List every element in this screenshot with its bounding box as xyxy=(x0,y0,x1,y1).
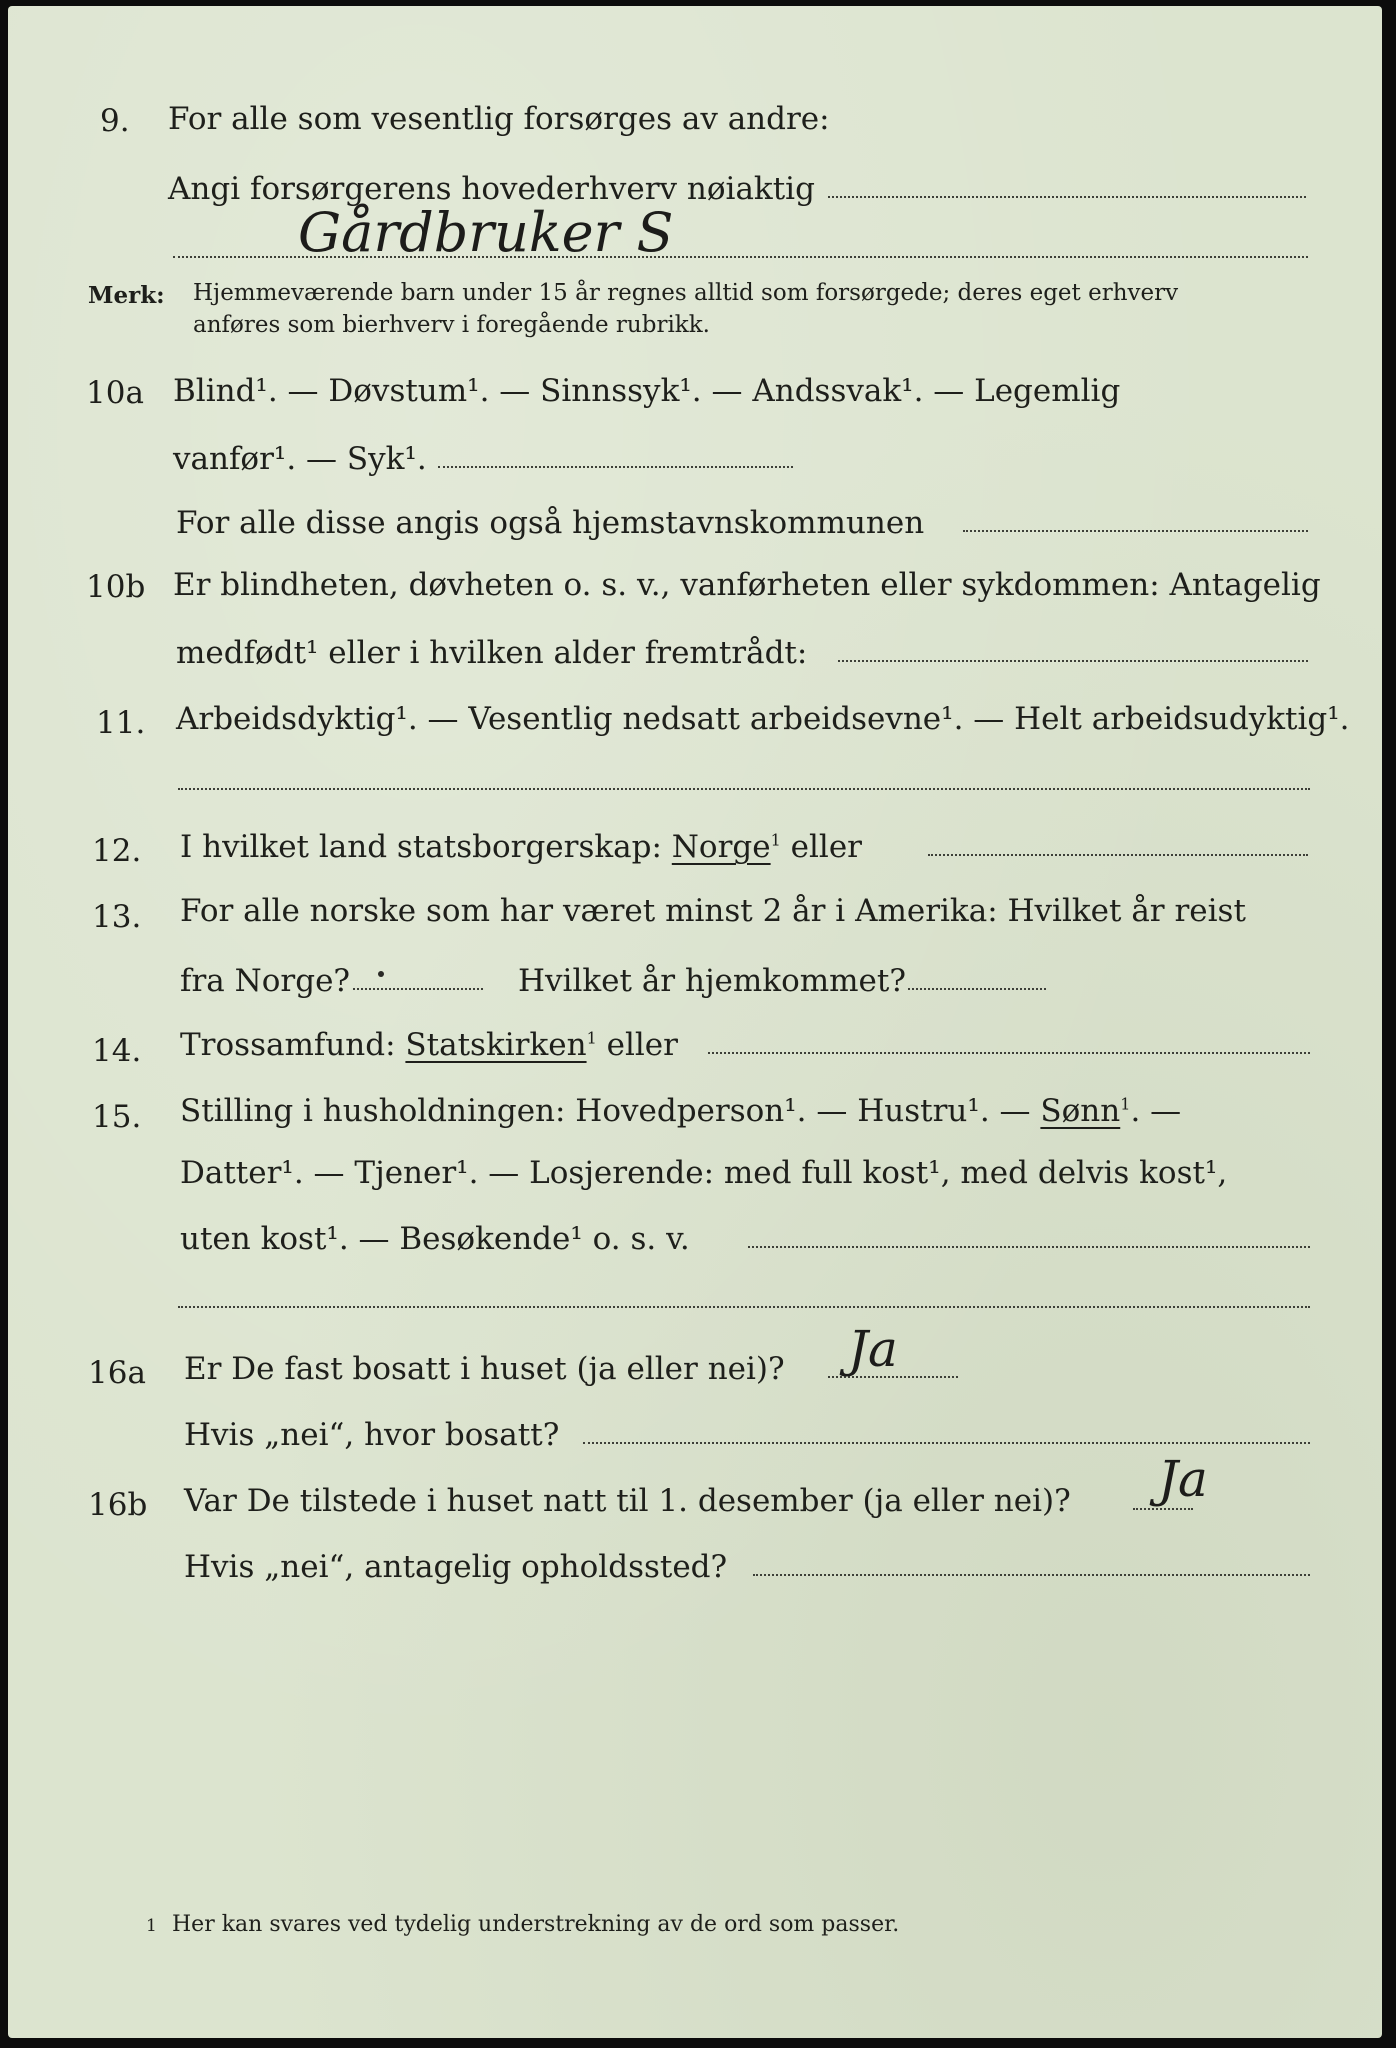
item-14-footnote-ref: 1 xyxy=(586,1028,597,1048)
item-10a-line-3: For alle disse angis også hjemstavnskommunen xyxy=(176,505,925,541)
item-12-footnote-ref: 1 xyxy=(770,830,781,850)
ink-dot xyxy=(378,971,384,977)
item-16b-fill xyxy=(1133,1508,1193,1510)
item-16a-question: Er De fast bosatt i huset (ja eller nei)? xyxy=(184,1351,785,1387)
item-15-line-2: Datter¹. — Tjener¹. — Losjerende: med full kost¹, med delvis kost¹, xyxy=(180,1155,1228,1191)
item-13-emigrated-fill xyxy=(353,988,483,990)
item-10b-fill xyxy=(838,660,1308,662)
item-15-line-1 xyxy=(180,1093,1182,1129)
item-13-line-1: For alle norske som har været minst 2 år i Amerika: Hvilket år reist xyxy=(180,893,1246,929)
census-form-page xyxy=(8,6,1382,2038)
item-number-16b: 16b xyxy=(88,1487,148,1523)
note-line-1: Hjemmeværende barn under 15 år regnes alltid som forsørgede; deres eget erhverv xyxy=(193,280,1179,306)
item-16b-question: Var De tilstede i huset natt til 1. desember (ja eller nei)? xyxy=(184,1483,1071,1519)
item-number-12: 12. xyxy=(92,833,142,869)
item-12-answer-underlined: Norge xyxy=(671,829,771,865)
item-number-14: 14. xyxy=(92,1033,142,1069)
item-13-returned-fill xyxy=(908,988,1046,990)
item-11-fill xyxy=(178,788,1310,790)
item-14-fill xyxy=(708,1052,1310,1054)
item-13-returned-label: Hvilket år hjemkommet? xyxy=(518,963,906,999)
item-number-11: 11. xyxy=(96,705,146,741)
item-11-line-1: Arbeidsdyktig¹. — Vesentlig nedsatt arbeidsevne¹. — Helt arbeidsudyktig¹. xyxy=(176,701,1350,737)
provider-occupation-line xyxy=(828,196,1306,198)
item-15-answer-underlined: Sønn xyxy=(1040,1093,1121,1129)
provider-occupation-label: Angi forsørgerens hovederhverv nøiaktig xyxy=(168,171,815,207)
item-16a-where-fill xyxy=(583,1442,1310,1444)
item-number-10a: 10a xyxy=(86,375,144,411)
item-number-15: 15. xyxy=(92,1099,142,1135)
item-12-or: eller xyxy=(790,829,862,865)
item-16b-answer: Ja xyxy=(1158,1450,1208,1508)
item-12-question xyxy=(180,829,862,865)
note-label: Merk: xyxy=(88,282,165,309)
item-10a-line-2: vanfør¹. — Syk¹. xyxy=(173,441,427,477)
provider-occupation-line-2 xyxy=(173,256,1308,258)
item-number-16a: 16a xyxy=(88,1355,146,1391)
item-13-emigrated-label: fra Norge? xyxy=(180,963,351,999)
item-15-line-1-pre: Stilling i husholdningen: Hovedperson¹. — Hustru¹. — xyxy=(180,1093,1031,1129)
item-12-fill xyxy=(928,854,1308,856)
item-14-question xyxy=(180,1027,678,1063)
note-line-2: anføres som bierhverv i foregående rubrikk. xyxy=(193,312,710,338)
item-10b-line-1: Er blindheten, døvheten o. s. v., vanførheten eller sykdommen: Antagelig xyxy=(173,567,1321,603)
item-number-9: 9. xyxy=(100,103,130,139)
item-14-or: eller xyxy=(606,1027,678,1063)
item-12-label: I hvilket land statsborgerskap: xyxy=(180,829,662,865)
item-10b-line-2: medfødt¹ eller i hvilken alder fremtrådt: xyxy=(176,635,808,671)
item-number-13: 13. xyxy=(92,899,142,935)
footnote-text: Her kan svares ved tydelig understrekning av de ord som passer. xyxy=(172,1912,900,1937)
footnote-mark: 1 xyxy=(146,1916,157,1936)
item-14-label: Trossamfund: xyxy=(180,1027,396,1063)
item-9-question: For alle som vesentlig forsørges av andre: xyxy=(168,101,830,137)
item-16a-where-label: Hvis „nei“, hvor bosatt? xyxy=(184,1417,560,1453)
item-15-line-1-post: . — xyxy=(1130,1093,1182,1129)
item-10a-line-3-fill xyxy=(963,530,1308,532)
item-number-10b: 10b xyxy=(86,569,146,605)
item-10a-line-2-fill xyxy=(438,466,793,468)
item-16b-place-label: Hvis „nei“, antagelig opholdssted? xyxy=(184,1549,728,1585)
item-16a-answer: Ja xyxy=(848,1320,898,1378)
provider-occupation-answer: Gårdbruker S xyxy=(298,201,674,264)
item-16b-place-fill xyxy=(753,1574,1310,1576)
item-10a-line-1: Blind¹. — Døvstum¹. — Sinnssyk¹. — Andssvak¹. — Legemlig xyxy=(173,373,1121,409)
item-15-footnote-ref: 1 xyxy=(1120,1094,1131,1114)
item-15-fill xyxy=(748,1246,1310,1248)
item-14-answer-underlined: Statskirken xyxy=(405,1027,587,1063)
item-15-fill-2 xyxy=(178,1306,1310,1308)
item-15-line-3: uten kost¹. — Besøkende¹ o. s. v. xyxy=(180,1221,690,1257)
